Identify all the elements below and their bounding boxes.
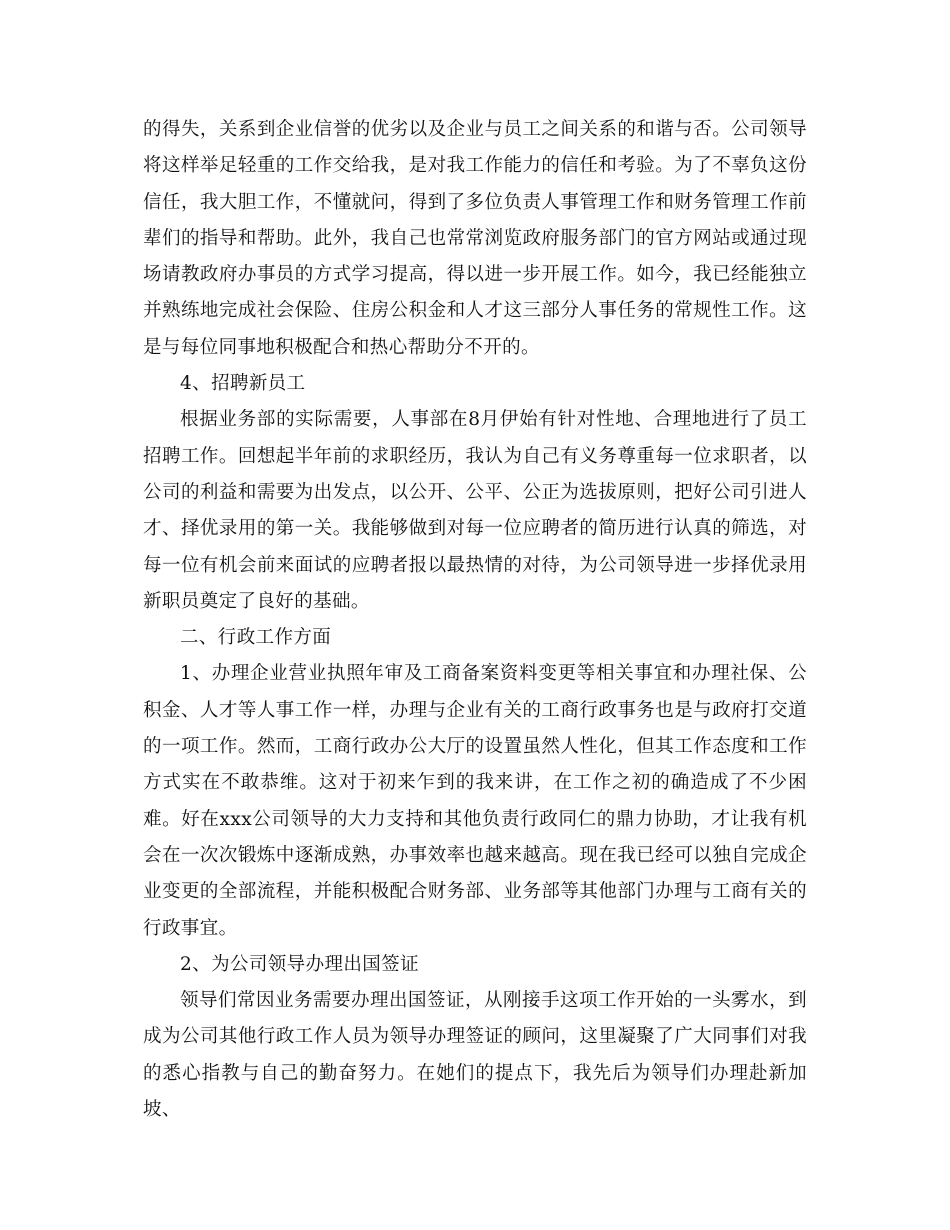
paragraph-recruitment: 根据业务部的实际需要，人事部在8月伊始有针对性地、合理地进行了员工招聘工作。回想起半年前的求职经历，我认为自己有义务尊重每一位求职者，以公司的利益和需要为出发点，以公开、公平、公正为选拔原则，把好公司引进人才、择优录用的第一关。我能够做到对每一位应聘者的简历进行认真的筛选，对每一位有机会前来面试的应聘者报以最热情的对待，为公司领导进一步择优录用新职员奠定了良好的基础。 bbox=[143, 409, 807, 612]
paragraph-continuation: 的得失，关系到企业信誉的优劣以及企业与员工之间关系的和谐与否。公司领导将这样举足轻重的工作交给我，是对我工作能力的信任和考验。为了不辜负这份信任，我大胆工作，不懂就问，得到了多位负责人事管理工作和财务管理工作前辈们的指导和帮助。此外，我自己也常常浏览政府服务部门的官方网站或通过现场请教政府办事员的方式学习提高，得以进一步开展工作。如今，我已经能独立并熟练地完成社会保险、住房公积金和人才这三部分人事任务的常规性工作。这是与每位同事地积极配合和热心帮助分不开的。 bbox=[143, 119, 807, 358]
section-heading-visa: 2、为公司领导办理出国签证 bbox=[180, 953, 419, 975]
paragraph-visa: 领导们常因业务需要办理出国签证，从刚接手这项工作开始的一头雾水，到成为公司其他行政工作人员为领导办理签证的顾问，这里凝聚了广大同事们对我的悉心指教与自己的勤奋努力。在她们的提点下，我先后为领导们办理赴新加坡、 bbox=[143, 990, 807, 1121]
paragraph-business-license: 1、办理企业营业执照年审及工商备案资料变更等相关事宜和办理社保、公积金、人才等人事工作一样，办理与企业有关的工商行政事务也是与政府打交道的一项工作。然而，工商行政办公大厅的设置虽然人性化，但其工作态度和工作方式实在不敢恭维。这对于初来乍到的我来讲，在工作之初的确造成了不少困难。好在xxx公司领导的大力支持和其他负责行政同仁的鼎力协助，才让我有机会在一次次锻炼中逐渐成熟，办事效率也越来越高。现在我已经可以独自完成企业变更的全部流程，并能积极配合财务部、业务部等其他部门办理与工商有关的行政事宜。 bbox=[143, 663, 807, 939]
section-heading-recruitment: 4、招聘新员工 bbox=[180, 373, 306, 395]
section-heading-administration: 二、行政工作方面 bbox=[180, 627, 332, 649]
document-body bbox=[143, 112, 807, 1128]
